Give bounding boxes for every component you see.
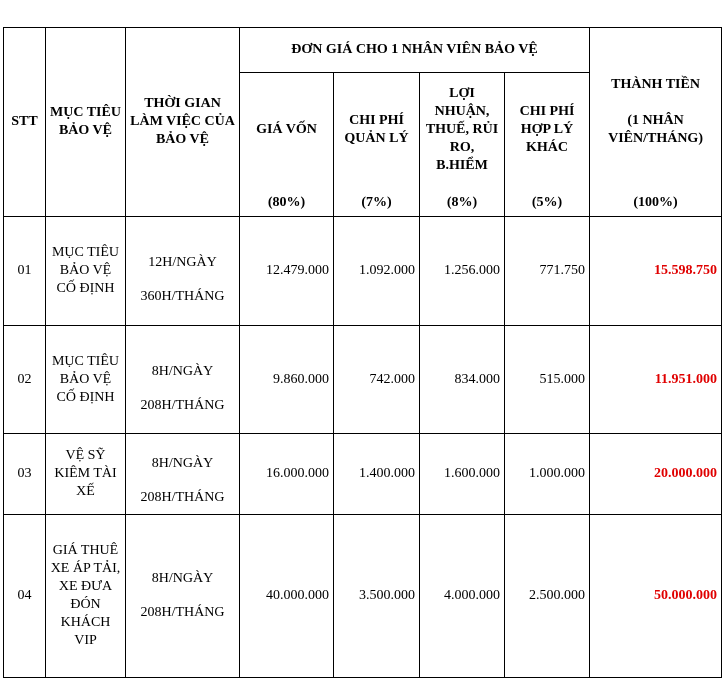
management-cell: 742.000: [334, 326, 420, 434]
profit-header: [420, 73, 505, 217]
time-per-day: 8H/NGÀY: [151, 456, 214, 471]
table-row: [4, 217, 722, 326]
cost-cell: 16.000.000: [240, 434, 334, 515]
time-per-month: 208H/THÁNG: [140, 605, 225, 620]
time-per-month: 360H/THÁNG: [140, 289, 225, 304]
time-cell: [126, 326, 240, 434]
management-cell: 1.400.000: [334, 434, 420, 515]
management-header-pct: (7%): [361, 195, 392, 210]
total-header-pct: (100%): [633, 195, 678, 210]
time-cell: [126, 434, 240, 515]
time-per-day: 12H/NGÀY: [148, 255, 217, 270]
other-cell: 1.000.000: [505, 434, 590, 515]
management-header: [334, 73, 420, 217]
stt-cell: 01: [4, 217, 46, 326]
total-cell: 20.000.000: [590, 434, 722, 515]
profit-cell: 834.000: [420, 326, 505, 434]
profit-cell: 1.256.000: [420, 217, 505, 326]
table-row: [4, 434, 722, 515]
cost-cell: 40.000.000: [240, 515, 334, 678]
profit-header-pct: (8%): [446, 195, 478, 210]
management-cell: 1.092.000: [334, 217, 420, 326]
cost-header-label: GIÁ VỐN: [256, 121, 317, 137]
other-cell: 515.000: [505, 326, 590, 434]
target-cell: VỆ SỸ KIÊM TÀI XẾ: [46, 434, 126, 515]
other-header: [505, 73, 590, 217]
cost-cell: 9.860.000: [240, 326, 334, 434]
profit-cell: 1.600.000: [420, 434, 505, 515]
other-cell: 771.750: [505, 217, 590, 326]
price-table: [3, 27, 722, 678]
stt-header: STT: [4, 28, 46, 217]
table-row: [4, 326, 722, 434]
profit-cell: 4.000.000: [420, 515, 505, 678]
target-cell: GIÁ THUÊ XE ÁP TẢI, XE ĐƯA ĐÓN KHÁCH VIP: [46, 515, 126, 678]
total-header: [590, 28, 722, 217]
management-cell: 3.500.000: [334, 515, 420, 678]
total-cell: 50.000.000: [590, 515, 722, 678]
other-header-label: CHI PHÍ HỢP LÝ KHÁC: [519, 103, 575, 155]
stt-cell: 02: [4, 326, 46, 434]
cost-header-pct: (80%): [267, 195, 306, 210]
working-time-header: THỜI GIAN LÀM VIỆC CỦA BẢO VỆ: [126, 28, 240, 217]
total-header-unit: (1 NHÂN VIÊN/THÁNG): [608, 113, 703, 146]
cost-header: [240, 73, 334, 217]
table-row: [4, 515, 722, 678]
total-cell: 15.598.750: [590, 217, 722, 326]
total-cell: 11.951.000: [590, 326, 722, 434]
time-cell: [126, 217, 240, 326]
time-per-day: 8H/NGÀY: [151, 571, 214, 586]
total-header-label: THÀNH TIỀN: [611, 77, 700, 92]
stt-cell: 04: [4, 515, 46, 678]
profit-header-label: LỢI NHUẬN, THUẾ, RỦI RO, B.HIỂM: [425, 85, 499, 173]
time-cell: [126, 515, 240, 678]
unit-price-group-header: ĐƠN GIÁ CHO 1 NHÂN VIÊN BẢO VỆ: [240, 28, 590, 73]
stt-cell: 03: [4, 434, 46, 515]
cost-cell: 12.479.000: [240, 217, 334, 326]
management-header-label: CHI PHÍ QUẢN LÝ: [344, 112, 409, 146]
other-cell: 2.500.000: [505, 515, 590, 678]
time-per-day: 8H/NGÀY: [151, 363, 214, 379]
time-per-month: 208H/THÁNG: [140, 490, 225, 505]
other-header-pct: (5%): [531, 195, 563, 210]
time-per-month: 208H/THÁNG: [140, 397, 225, 413]
target-cell: MỤC TIÊU BẢO VỆ CỐ ĐỊNH: [46, 326, 126, 434]
target-header: MỤC TIÊU BẢO VỆ: [46, 28, 126, 217]
target-cell: MỤC TIÊU BẢO VỆ CỐ ĐỊNH: [46, 217, 126, 326]
